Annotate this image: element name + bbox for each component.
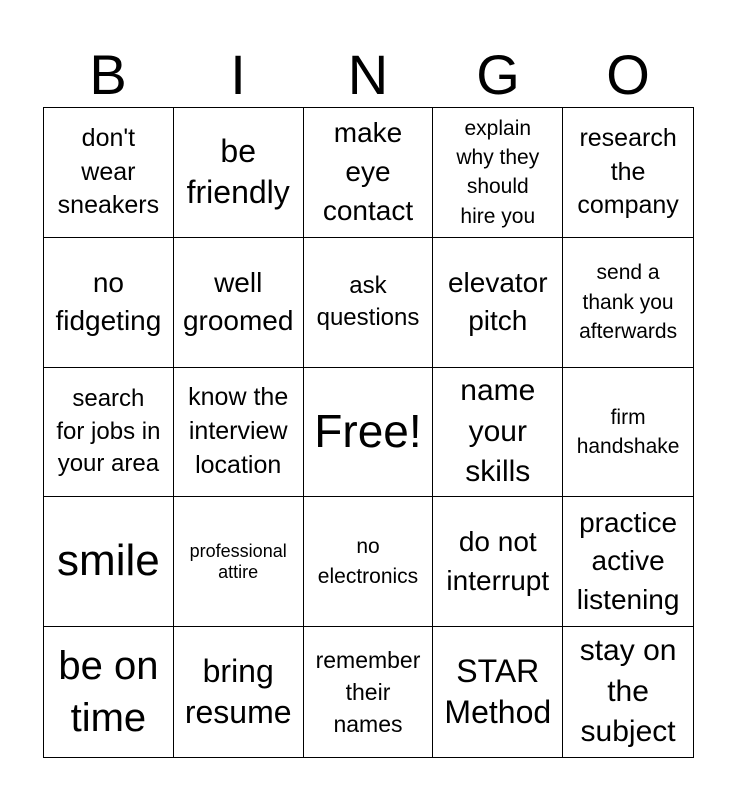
bingo-cell-r4-c1[interactable]	[44, 497, 174, 627]
bingo-header	[43, 42, 693, 108]
bingo-cell-r5-c2[interactable]	[174, 627, 304, 757]
free-space: Free!	[314, 405, 422, 458]
cell-label: explain why they should hire you	[456, 116, 540, 228]
cell-label: no fidgeting	[55, 266, 162, 337]
bingo-cell-r2-c2[interactable]	[174, 238, 304, 368]
cell-label: know the interview location	[188, 383, 289, 479]
cell-label: research the company	[577, 123, 679, 220]
cell-label: bring resume	[184, 652, 292, 731]
bingo-cell-r1-c5[interactable]	[563, 108, 693, 238]
header-letter-n: N	[347, 43, 389, 106]
bingo-cell-r3-c2[interactable]	[174, 368, 304, 498]
cell-label: do not interrupt	[446, 526, 550, 596]
bingo-cell-r1-c1[interactable]	[44, 108, 174, 238]
cell-label: name your skills	[460, 374, 536, 489]
bingo-cell-r3-c1[interactable]	[44, 368, 174, 498]
bingo-cell-r1-c2[interactable]	[174, 108, 304, 238]
cell-label: be on time	[58, 644, 159, 741]
bingo-cell-r4-c5[interactable]	[563, 497, 693, 627]
cell-label: firm handshake	[576, 405, 680, 458]
cell-label: no electronics	[317, 535, 419, 588]
cell-label: send a thank you afterwards	[579, 261, 678, 343]
bingo-cell-r3-c4[interactable]	[433, 368, 563, 498]
bingo-cell-r4-c3[interactable]	[304, 497, 434, 627]
bingo-cell-r5-c3[interactable]	[304, 627, 434, 757]
cell-label: professional attire	[189, 540, 287, 582]
bingo-cell-r5-c1[interactable]	[44, 627, 174, 757]
header-letter-b: B	[89, 43, 127, 106]
cell-label: don't wear sneakers	[57, 123, 160, 220]
cell-label: elevator pitch	[447, 266, 548, 337]
cell-label: remember their names	[315, 646, 421, 738]
cell-label: smile	[57, 536, 160, 586]
header-letter-g: G	[476, 43, 520, 106]
cell-label: STAR Method	[444, 652, 552, 731]
bingo-cell-r5-c4[interactable]	[433, 627, 563, 757]
bingo-cell-r2-c5[interactable]	[563, 238, 693, 368]
header-letter-o: O	[606, 43, 650, 106]
bingo-cell-r1-c4[interactable]	[433, 108, 563, 238]
bingo-cell-r4-c2[interactable]	[174, 497, 304, 627]
cell-label: stay on the subject	[579, 634, 677, 749]
bingo-cell-r2-c4[interactable]	[433, 238, 563, 368]
header-letter-i: I	[230, 43, 246, 106]
bingo-cell-r3-c5[interactable]	[563, 368, 693, 498]
cell-label: be friendly	[186, 132, 290, 211]
cell-label: make eye contact	[322, 117, 414, 226]
cell-label: ask questions	[316, 271, 420, 332]
cell-label: search for jobs in your area	[56, 385, 161, 478]
bingo-cell-r3-c3[interactable]	[304, 368, 434, 498]
bingo-cell-r1-c3[interactable]	[304, 108, 434, 238]
bingo-cell-r2-c3[interactable]	[304, 238, 434, 368]
bingo-cell-r4-c4[interactable]	[433, 497, 563, 627]
cell-label: well groomed	[182, 266, 294, 337]
bingo-board	[43, 107, 694, 758]
bingo-cell-r2-c1[interactable]	[44, 238, 174, 368]
bingo-cell-r5-c5[interactable]	[563, 627, 693, 757]
cell-label: practice active listening	[576, 506, 680, 616]
